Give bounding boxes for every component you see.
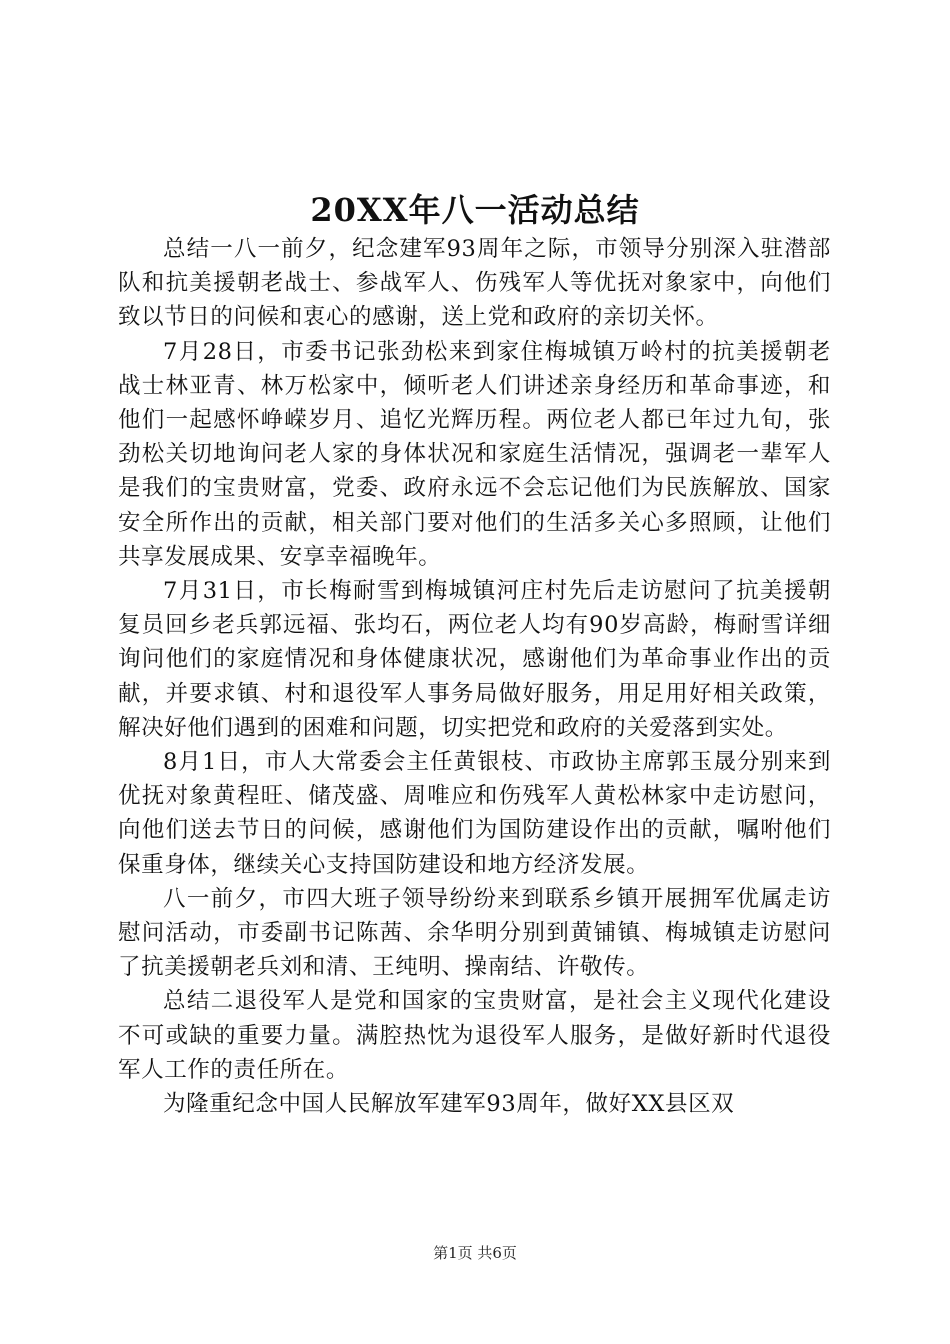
paragraph: 总结二退役军人是党和国家的宝贵财富，是社会主义现代化建设不可或缺的重要力量。满腔热忱为退役军人服务，是做好新时代退役军人工作的责任所在。 <box>118 988 831 1083</box>
paragraph: 7月28日，市委书记张劲松来到家住梅城镇万岭村的抗美援朝老战士林亚青、林万松家中，倾听老人们讲述亲身经历和革命事迹，和他们一起感怀峥嵘岁月、追忆光辉历程。两位老人都已年过九旬，张劲松关切地询问老人家的身体状况和家庭生活情况，强调老一辈军人是我们的宝贵财富，党委、政府永远不会忘记他们为民族解放、国家安全所作出的贡献，相关部门要对他们的生活多关心多照顾，让他们共享发展成果、安享幸福晚年。 <box>118 338 831 570</box>
paragraph: 7月31日，市长梅耐雪到梅城镇河庄村先后走访慰问了抗美援朝复员回乡老兵郭远福、张均石，两位老人均有90岁高龄，梅耐雪详细询问他们的家庭情况和身体健康状况，感谢他们为革命事业作出的贡献，并要求镇、村和退役军人事务局做好服务，用足用好相关政策，解决好他们遇到的困难和问题，切实把党和政府的关爱落到实处。 <box>118 578 831 741</box>
document-title: 20XX年八一活动总结 <box>310 191 640 229</box>
paragraph: 总结一八一前夕，纪念建军93周年之际，市领导分别深入驻潜部队和抗美援朝老战士、参战军人、伤残军人等优抚对象家中，向他们致以节日的问候和衷心的感谢，送上党和政府的亲切关怀。 <box>118 236 831 331</box>
paragraph: 八一前夕，市四大班子领导纷纷来到联系乡镇开展拥军优属走访慰问活动，市委副书记陈茜、余华明分别到黄铺镇、梅城镇走访慰问了抗美援朝老兵刘和清、王纯明、操南结、许敬传。 <box>118 885 831 981</box>
paragraph: 8月1日，市人大常委会主任黄银枝、市政协主席郭玉晟分别来到优抚对象黄程旺、储茂盛、周唯应和伤残军人黄松林家中走访慰问，向他们送去节日的问候，感谢他们为国防建设作出的贡献，嘱咐他们保重身体，继续关心支持国防建设和地方经济发展。 <box>118 749 831 878</box>
document-body <box>118 232 831 1121</box>
paragraph: 为隆重纪念中国人民解放军建军93周年，做好XX县区双 <box>163 1091 735 1118</box>
page-number-footer: 第1页 共6页 <box>433 1244 517 1262</box>
